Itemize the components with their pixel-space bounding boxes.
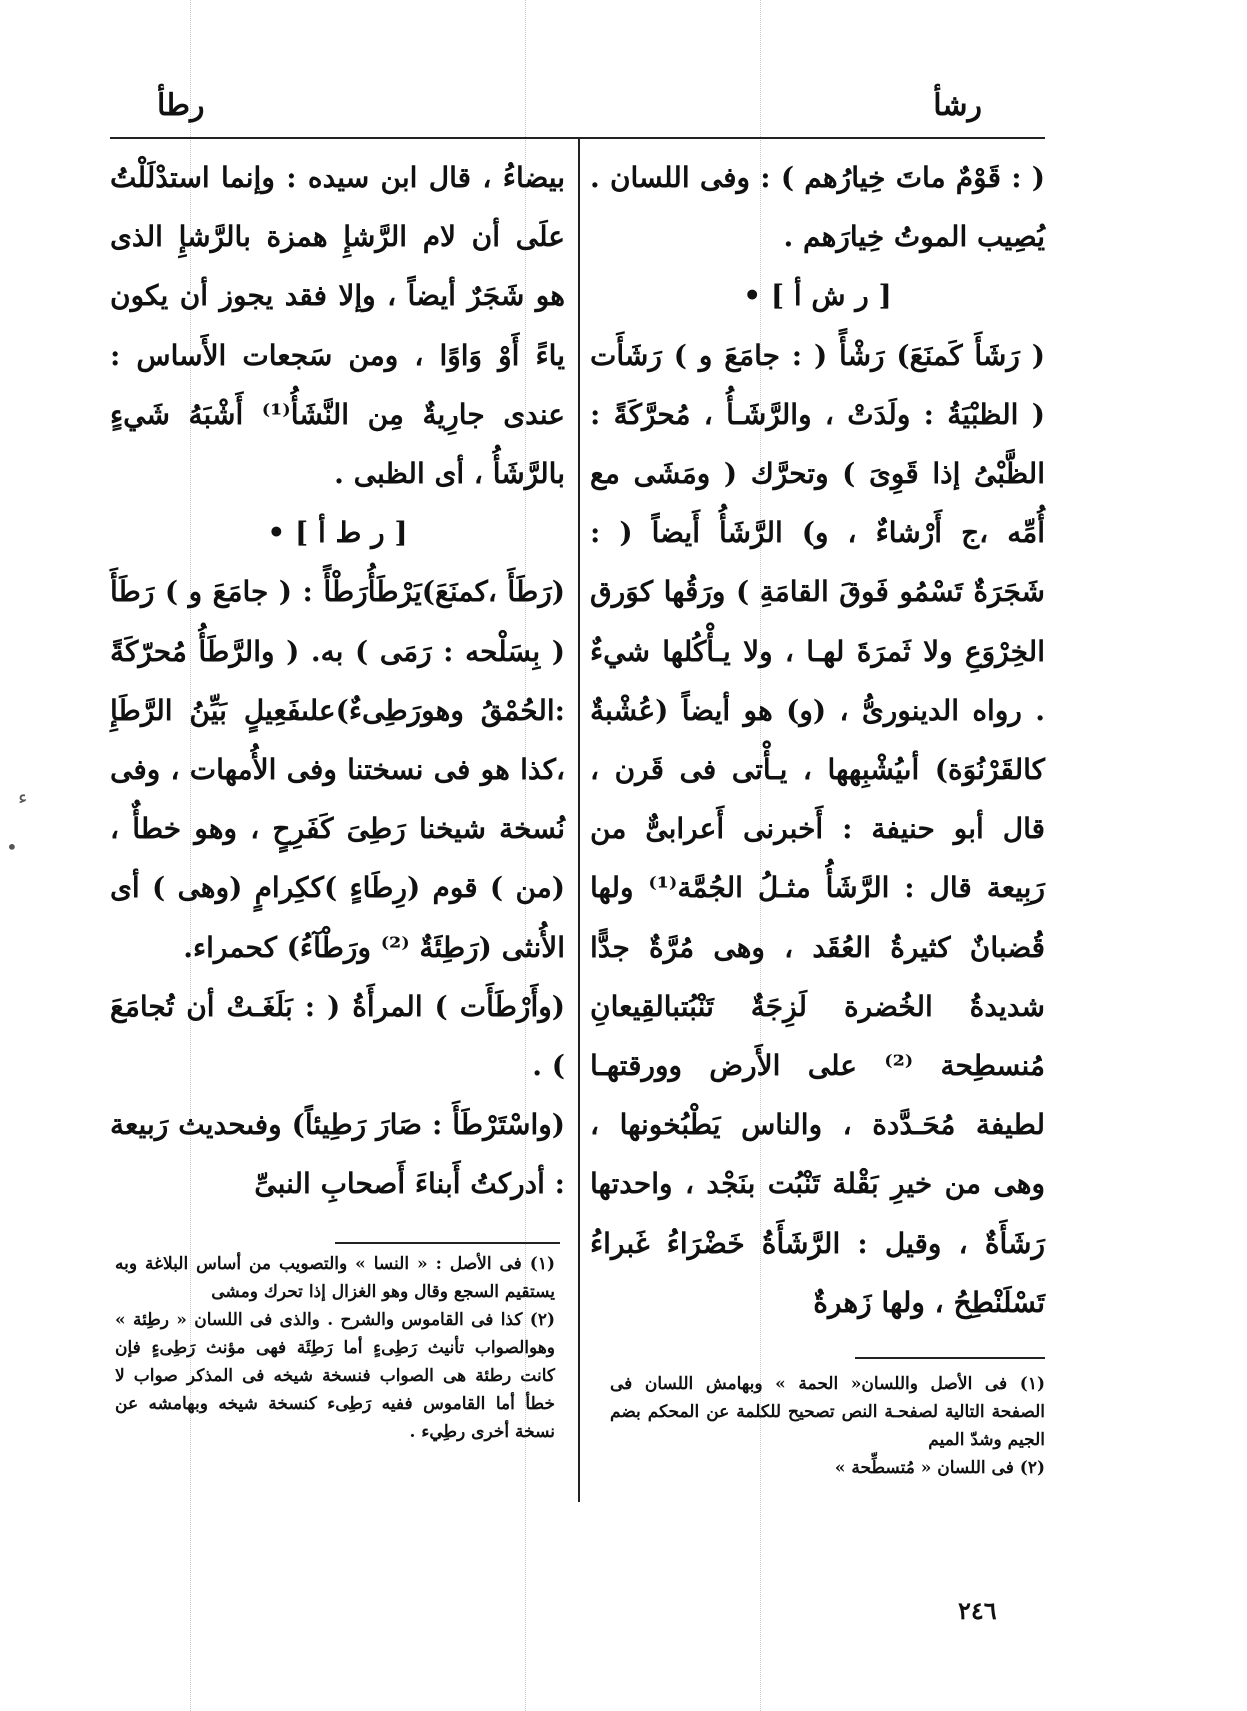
footnote: (١) فى الأصل واللسان« الحمة » وبهامش اللسان فى الصفحة التالية لصفحـة النص تصحيح للكلمة عن المحكم بضم الجيم وشدّ الميم [610, 1374, 1045, 1450]
footnote: (١) فى الأصل : « النسا » والتصويب من أساس البلاغة وبه يستقيم السجع وقال وهو الغزال إذا تحرك ومشى [115, 1254, 555, 1302]
running-head-left: رطأ [157, 88, 205, 123]
margin-speck: ء [18, 785, 28, 809]
margin-speck: • [6, 835, 18, 859]
column-divider [578, 137, 580, 1502]
entry-paragraph: ( : قَوْمٌ ماتَ خِيارُهم ) : وفى اللسان . يُصِيب الموتُ خِيارَهم . [590, 161, 1045, 254]
entry-paragraph: بيضاءُ ، قال ابن سيده : وإنما استدْلَلْتُ علَى أن لام الرَّشإِ همزة بالرَّشإِ الذى هو شَجَرٌ أيضاً ، وإلا فقد يجوز أن يكون ياءً أَوْ وَاوًا ، ومن سَجعات الأَساس : عندى جارِيةٌ مِن النَّشَأُ⁽¹⁾ أَشْبَهُ شَيءٍ بالرَّشَأُ ، أى الظبى . [110, 161, 565, 491]
entry-heading: [ ر ش أ ] • [743, 279, 892, 313]
right-column [590, 148, 1045, 1332]
entry-heading: [ ر ط أ ] • [267, 516, 408, 550]
entry-paragraph: ( رَشَأَ كَمنَعَ) رَشْأً ( : جامَعَ و ) رَشَأَت ( الظبْيَةُ : ولَدَتْ ، والرَّشَـأُ ، مُحرَّكَةً : الظَّبْىُ إذا قَوِىَ ) وتحرَّك ( ومَشَى مع أُمِّه ،ج أَرْشاءٌ ، و) الرَّشَأُ أَيضاً ( : شَجَرَةٌ تَسْمُو فَوقَ القامَةِ ) ورَقُها كوَرق الخِرْوَعِ ولا ثَمرَةَ لهـا ، ولا يـأْكُلها شيءٌ . رواه الدينورىُّ ، (و) هو أيضاً (عُشْبةٌ كالقَرْنُوَة) أىيُشْبِهها ، يـأْتى فى قَرن ، قال أبو حنيفة : أَخبرنى أَعرابىٌّ من رَبِيعة قال : الرَّشَأُ مثـلُ الجُمَّة⁽¹⁾ ولها قُضبانٌ كثيرةُ العُقَد ، وهى مُرَّةٌ جدًّا شديدةُ الخُضرة لَزِجَةٌ تَنْبُتبالقِيعانِ مُنسطِحة ⁽²⁾ على الأَرض وورقتهـا لطيفة مُحَـدَّدة ، والناس يَطْبُخونها ، وهى من خيرِ بَقْلة تَنْبُت بنَجْد ، واحدتها رَشَأَةٌ ، وقيل : الرَّشَأَةُ خَضْرَاءُ غَبراءُ تَسْلَنْطِحُ ، ولها زَهرةٌ [590, 338, 1045, 1319]
entry-paragraph: (واسْتَرْطَأَ : صَارَ رَطِيئاً) وفىحديث رَبيعة : أدركتُ أَبناءَ أَصحابِ النبىِّ [110, 1108, 565, 1201]
page-number: ٢٤٦ [958, 1596, 997, 1625]
entry-paragraph: (رَطَأَ ،كمنَعَ)يَرْطَأُرَطْأً : ( جامَعَ و ) رَطَأَ ( بِسَلْحه : رَمَى ) به. ( والرَّطَأُ مُحرّكَةً :الحُمْقُ وهورَطِىءٌ)علىفَعِيلٍ بَيِّنُ الرَّطَإِ ،كذا هو فى نسختنا وفى الأُمهات ، وفى نُسخة شيخنا رَطِىَ كَفَرِحٍ ، وهو خطأٌ ، (من ) قوم (رِطَاءٍ )ككِرامٍ (وهى ) أى الأُنثى (رَطِئَةٌ ⁽²⁾ ورَطْآءُ) كحمراء. [110, 575, 565, 964]
running-head-right: رشأ [933, 88, 982, 123]
footnote: (٢) كذا فى القاموس والشرح . والذى فى اللسان « رطِئة » وهوالصواب تأنيث رَطِىءٍ أما رَطِئَة فهى مؤنث رَطِىءٍ فإن كانت رطئة هى الصواب فنسخة شيخه فى المذكر صواب لا خطأ أما القاموس ففيه رَطِىء كنسخة شيخه وبهامشه عن نسخة أخرى رطِيء . [115, 1310, 555, 1442]
footnote-rule [855, 1357, 1045, 1359]
footnote: (٢) فى اللسان « مُتسطِّحة » [834, 1458, 1045, 1478]
footnotes-right [610, 1370, 1045, 1482]
entry-paragraph: (وأَرْطَأَت ) المرأَةُ ( : بَلَغَـتْ أن تُجامَعَ ) . [110, 989, 565, 1083]
left-column [110, 148, 565, 1214]
footnotes-left [115, 1250, 555, 1446]
footnote-rule [335, 1242, 560, 1244]
